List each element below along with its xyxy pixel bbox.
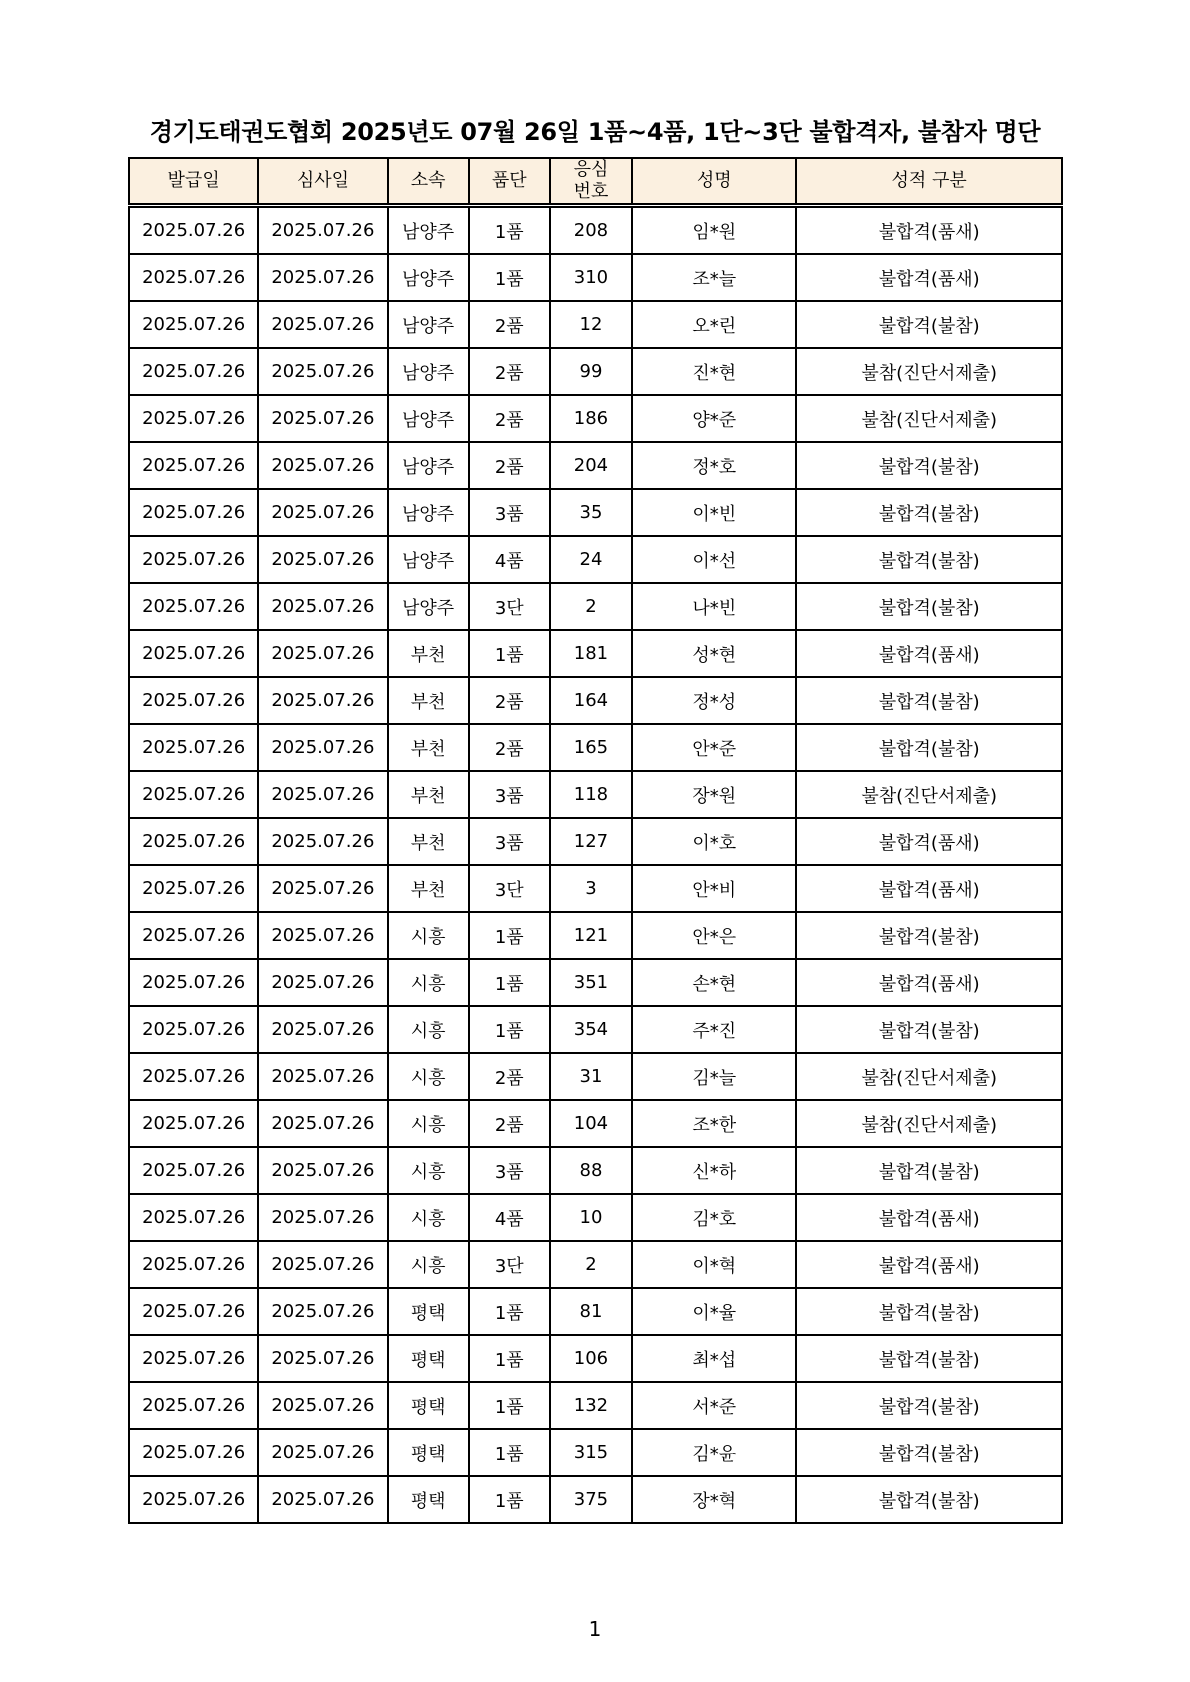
page-number: 1 [588,1617,602,1641]
grade-cell: 3품 [469,771,550,818]
grade-cell: 2품 [469,724,550,771]
grade-cell: 3품 [469,818,550,865]
result-cell: 불합격(불참) [796,1429,1062,1476]
issue-date-cell: 2025.07.26 [129,536,258,583]
exam-number-cell: 3 [550,865,632,912]
exam-number-header: 응심 번호 [550,158,632,206]
table-row [129,395,1062,442]
exam-date-cell: 2025.07.26 [258,583,387,630]
name-cell: 안*은 [632,912,796,959]
exam-date-cell: 2025.07.26 [258,865,387,912]
name-cell: 김*윤 [632,1429,796,1476]
exam-date-cell: 2025.07.26 [258,771,387,818]
exam-number-cell: 2 [550,1241,632,1288]
affiliation-cell: 남양주 [388,348,469,395]
grade-cell: 1품 [469,1382,550,1429]
issue-date-cell: 2025.07.26 [129,442,258,489]
name-cell: 정*성 [632,677,796,724]
exam-date-cell: 2025.07.26 [258,1100,387,1147]
grade-cell: 1품 [469,959,550,1006]
table-row [129,724,1062,771]
affiliation-cell: 남양주 [388,583,469,630]
affiliation-cell: 남양주 [388,301,469,348]
exam-number-cell: 104 [550,1100,632,1147]
table-row [129,348,1062,395]
exam-date-cell: 2025.07.26 [258,1194,387,1241]
table-row [129,1194,1062,1241]
exam-number-cell: 118 [550,771,632,818]
result-cell: 불합격(품새) [796,206,1062,255]
issue-date-cell: 2025.07.26 [129,912,258,959]
name-cell: 서*준 [632,1382,796,1429]
grade-cell: 4품 [469,536,550,583]
name-cell: 조*한 [632,1100,796,1147]
result-cell: 불합격(품새) [796,959,1062,1006]
table-row [129,583,1062,630]
table-row [129,912,1062,959]
affiliation-cell: 평택 [388,1382,469,1429]
name-cell: 안*준 [632,724,796,771]
table-row [129,301,1062,348]
issue-date-cell: 2025.07.26 [129,1429,258,1476]
table-row [129,1476,1062,1523]
exam-date-cell: 2025.07.26 [258,724,387,771]
exam-number-cell: 99 [550,348,632,395]
affiliation-cell: 평택 [388,1476,469,1523]
table-row [129,959,1062,1006]
grade-cell: 3단 [469,865,550,912]
table-body [129,206,1062,1524]
name-cell: 이*혁 [632,1241,796,1288]
exam-number-cell: 351 [550,959,632,1006]
affiliation-cell: 부천 [388,865,469,912]
name-cell: 조*늘 [632,254,796,301]
table-row [129,536,1062,583]
affiliation-cell: 남양주 [388,489,469,536]
exam-number-cell: 12 [550,301,632,348]
result-cell: 불합격(불참) [796,1288,1062,1335]
name-cell: 오*린 [632,301,796,348]
result-cell: 불합격(불참) [796,677,1062,724]
name-cell: 장*원 [632,771,796,818]
grade-cell: 1품 [469,1288,550,1335]
grade-cell: 1품 [469,912,550,959]
table-row [129,489,1062,536]
result-cell: 불합격(품새) [796,865,1062,912]
issue-date-cell: 2025.07.26 [129,677,258,724]
exam-date-cell: 2025.07.26 [258,1147,387,1194]
exam-number-cell: 81 [550,1288,632,1335]
exam-number-cell: 208 [550,206,632,255]
exam-date-cell: 2025.07.26 [258,818,387,865]
affiliation-cell: 시흥 [388,1053,469,1100]
exam-number-cell: 204 [550,442,632,489]
affiliation-cell: 시흥 [388,1194,469,1241]
issue-date-cell: 2025.07.26 [129,1288,258,1335]
result-cell: 불참(진단서제출) [796,1100,1062,1147]
grade-cell: 1품 [469,1476,550,1523]
grade-cell: 2품 [469,301,550,348]
issue-date-cell: 2025.07.26 [129,395,258,442]
name-header: 성명 [632,158,796,206]
grade-cell: 2품 [469,442,550,489]
grade-cell: 3품 [469,489,550,536]
exam-date-cell: 2025.07.26 [258,442,387,489]
exam-date-cell: 2025.07.26 [258,301,387,348]
name-cell: 장*혁 [632,1476,796,1523]
table-row [129,1147,1062,1194]
table-row [129,630,1062,677]
name-cell: 나*빈 [632,583,796,630]
issue-date-cell: 2025.07.26 [129,865,258,912]
exam-number-cell: 375 [550,1476,632,1523]
exam-date-cell: 2025.07.26 [258,1053,387,1100]
result-cell: 불합격(불참) [796,1476,1062,1523]
exam-number-cell: 310 [550,254,632,301]
issue-date-cell: 2025.07.26 [129,771,258,818]
exam-number-cell: 35 [550,489,632,536]
affiliation-cell: 남양주 [388,395,469,442]
issue-date-cell: 2025.07.26 [129,1241,258,1288]
exam-number-cell: 181 [550,630,632,677]
exam-number-cell: 10 [550,1194,632,1241]
affiliation-cell: 시흥 [388,1241,469,1288]
grade-cell: 1품 [469,1429,550,1476]
affiliation-cell: 시흥 [388,912,469,959]
issue-date-cell: 2025.07.26 [129,1100,258,1147]
exam-date-cell: 2025.07.26 [258,1382,387,1429]
table-row [129,1335,1062,1382]
issue-date-cell: 2025.07.26 [129,1335,258,1382]
name-cell: 이*선 [632,536,796,583]
name-cell: 진*현 [632,348,796,395]
grade-cell: 3단 [469,1241,550,1288]
grade-cell: 2품 [469,348,550,395]
table-row [129,1382,1062,1429]
table-row [129,1006,1062,1053]
affiliation-cell: 부천 [388,771,469,818]
name-cell: 임*원 [632,206,796,255]
exam-number-cell: 121 [550,912,632,959]
name-cell: 주*진 [632,1006,796,1053]
grade-cell: 2품 [469,1100,550,1147]
result-cell: 불합격(품새) [796,1194,1062,1241]
affiliation-cell: 남양주 [388,206,469,255]
issue-date-cell: 2025.07.26 [129,254,258,301]
exam-date-header: 심사일 [258,158,387,206]
exam-number-cell: 132 [550,1382,632,1429]
result-cell: 불합격(품새) [796,630,1062,677]
name-cell: 이*빈 [632,489,796,536]
table-row [129,771,1062,818]
name-cell: 정*호 [632,442,796,489]
issue-date-cell: 2025.07.26 [129,1006,258,1053]
exam-number-cell: 24 [550,536,632,583]
affiliation-header: 소속 [388,158,469,206]
table-row [129,1288,1062,1335]
exam-date-cell: 2025.07.26 [258,489,387,536]
table-row [129,1241,1062,1288]
issue-date-cell: 2025.07.26 [129,724,258,771]
result-cell: 불합격(불참) [796,583,1062,630]
header-row [129,158,1062,206]
grade-cell: 4품 [469,1194,550,1241]
grade-cell: 1품 [469,1335,550,1382]
affiliation-cell: 시흥 [388,1147,469,1194]
issue-date-cell: 2025.07.26 [129,206,258,255]
exam-number-cell: 88 [550,1147,632,1194]
result-cell: 불합격(불참) [796,536,1062,583]
exam-number-cell: 315 [550,1429,632,1476]
grade-cell: 1품 [469,1006,550,1053]
exam-date-cell: 2025.07.26 [258,206,387,255]
result-cell: 불합격(불참) [796,1382,1062,1429]
result-cell: 불합격(불참) [796,912,1062,959]
name-cell: 최*섭 [632,1335,796,1382]
grade-cell: 3품 [469,1147,550,1194]
affiliation-cell: 남양주 [388,442,469,489]
name-cell: 안*비 [632,865,796,912]
exam-date-cell: 2025.07.26 [258,912,387,959]
grade-cell: 1품 [469,206,550,255]
result-cell: 불합격(품새) [796,254,1062,301]
table-row [129,1053,1062,1100]
table-row [129,442,1062,489]
exam-date-cell: 2025.07.26 [258,677,387,724]
affiliation-cell: 부천 [388,818,469,865]
issue-date-header: 발급일 [129,158,258,206]
grade-cell: 3단 [469,583,550,630]
grade-cell: 2품 [469,677,550,724]
exam-date-cell: 2025.07.26 [258,1288,387,1335]
exam-number-cell: 165 [550,724,632,771]
exam-number-cell: 127 [550,818,632,865]
grade-cell: 2품 [469,395,550,442]
grade-cell: 1품 [469,630,550,677]
exam-date-cell: 2025.07.26 [258,1429,387,1476]
exam-date-cell: 2025.07.26 [258,395,387,442]
issue-date-cell: 2025.07.26 [129,1194,258,1241]
affiliation-cell: 부천 [388,677,469,724]
issue-date-cell: 2025.07.26 [129,1053,258,1100]
result-cell: 불참(진단서제출) [796,395,1062,442]
grade-cell: 2품 [469,1053,550,1100]
affiliation-cell: 남양주 [388,536,469,583]
document-title: 경기도태권도협회 2025년도 07월 26일 1품~4품, 1단~3단 불합격자, 불참자 명단 [149,118,1041,146]
exam-date-cell: 2025.07.26 [258,1335,387,1382]
affiliation-cell: 평택 [388,1335,469,1382]
affiliation-cell: 부천 [388,630,469,677]
result-cell: 불합격(불참) [796,724,1062,771]
name-cell: 신*하 [632,1147,796,1194]
exam-number-cell: 354 [550,1006,632,1053]
result-cell: 불합격(불참) [796,1335,1062,1382]
issue-date-cell: 2025.07.26 [129,1147,258,1194]
issue-date-cell: 2025.07.26 [129,489,258,536]
issue-date-cell: 2025.07.26 [129,1476,258,1523]
exam-date-cell: 2025.07.26 [258,1006,387,1053]
affiliation-cell: 시흥 [388,1100,469,1147]
issue-date-cell: 2025.07.26 [129,959,258,1006]
name-cell: 손*현 [632,959,796,1006]
affiliation-cell: 시흥 [388,959,469,1006]
grade-cell: 1품 [469,254,550,301]
issue-date-cell: 2025.07.26 [129,630,258,677]
affiliation-cell: 남양주 [388,254,469,301]
exam-date-cell: 2025.07.26 [258,348,387,395]
result-cell: 불합격(불참) [796,489,1062,536]
table-row [129,865,1062,912]
result-cell: 불합격(불참) [796,301,1062,348]
table-row [129,677,1062,724]
affiliation-cell: 시흥 [388,1006,469,1053]
table-row [129,206,1062,255]
table-row [129,818,1062,865]
issue-date-cell: 2025.07.26 [129,348,258,395]
name-cell: 이*호 [632,818,796,865]
exam-number-cell: 31 [550,1053,632,1100]
name-cell: 양*준 [632,395,796,442]
exam-date-cell: 2025.07.26 [258,959,387,1006]
issue-date-cell: 2025.07.26 [129,583,258,630]
exam-number-cell: 164 [550,677,632,724]
issue-date-cell: 2025.07.26 [129,818,258,865]
exam-date-cell: 2025.07.26 [258,1241,387,1288]
affiliation-cell: 부천 [388,724,469,771]
exam-date-cell: 2025.07.26 [258,630,387,677]
name-cell: 이*율 [632,1288,796,1335]
result-cell: 불참(진단서제출) [796,348,1062,395]
exam-number-cell: 2 [550,583,632,630]
result-cell: 불합격(불참) [796,442,1062,489]
result-cell: 불참(진단서제출) [796,1053,1062,1100]
exam-number-cell: 106 [550,1335,632,1382]
result-cell: 불합격(불참) [796,1006,1062,1053]
results-table [128,157,1063,1524]
name-cell: 김*늘 [632,1053,796,1100]
table-row [129,1429,1062,1476]
name-cell: 김*호 [632,1194,796,1241]
result-cell: 불합격(품새) [796,1241,1062,1288]
exam-date-cell: 2025.07.26 [258,536,387,583]
grade-header: 품단 [469,158,550,206]
exam-date-cell: 2025.07.26 [258,254,387,301]
issue-date-cell: 2025.07.26 [129,1382,258,1429]
exam-number-cell: 186 [550,395,632,442]
affiliation-cell: 평택 [388,1429,469,1476]
result-cell: 불합격(불참) [796,1147,1062,1194]
result-cell: 불합격(품새) [796,818,1062,865]
result-cell: 불참(진단서제출) [796,771,1062,818]
issue-date-cell: 2025.07.26 [129,301,258,348]
exam-date-cell: 2025.07.26 [258,1476,387,1523]
table-header [129,158,1062,206]
table-row [129,254,1062,301]
table-row [129,1100,1062,1147]
name-cell: 성*현 [632,630,796,677]
result-header: 성적 구분 [796,158,1062,206]
affiliation-cell: 평택 [388,1288,469,1335]
